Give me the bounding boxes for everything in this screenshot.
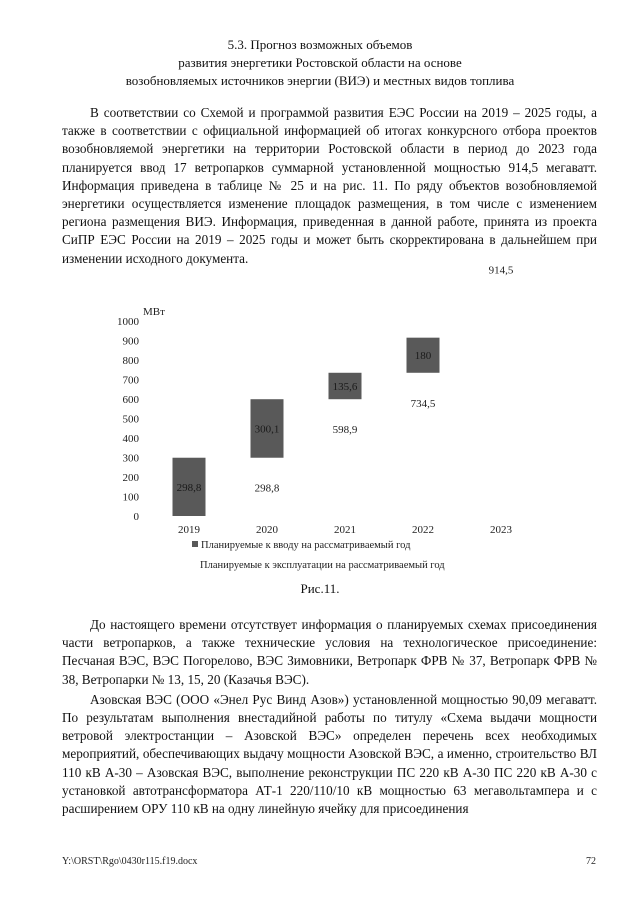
section-title-line: возобновляемых источников энергии (ВИЭ) и местных видов топлива: [125, 73, 515, 88]
legend-entry: Планируемые к эксплуатации на рассматриваемый год: [200, 560, 445, 571]
y-tick-label: 500: [122, 413, 139, 426]
paragraph-body: [62, 616, 597, 818]
y-tick-label: 400: [122, 433, 139, 445]
x-tick-label: 2023: [490, 524, 512, 536]
paragraph-text: До настоящего времени отсутствует информация о планируемых схемах присоединения части ветропарков, а также технические условия на технологическое присоединение: Песчаная ВЭС, ВЭС Погорелово, ВЭС Зимовники, Ветропарк ФРВ № 37, Ветропарк ФРВ № 38, Ветропарки № 13, 15, 20 (Казачья ВЭС).: [62, 617, 597, 687]
y-tick-label: 1000: [117, 316, 139, 328]
section-title-line: 5.3. Прогноз возможных объемов: [227, 37, 413, 52]
section-title: [60, 36, 580, 90]
footer-file-path: Y:\ORST\Rgo\0430r115.f19.docx: [62, 856, 198, 867]
figure-caption: Рис.11.: [300, 581, 340, 596]
paragraph-text: Азовская ВЭС (ООО «Энел Рус Винд Азов») установленной мощностью 90,09 мегаватт. По результатам выполнения внестадийной работы по титулу «Схема выдачи мощности ветровой электростанции – Азовской ВЭС» определен перечень всех необходимых мероприятий, обеспечивающих выдачу мощности Азовской ВЭС, а именно, строительство ВЛ 110 кВ А-30 – Азовская ВЭС, выполнение реконструкции ПС 220 кВ А-30 ПС 220 кВ А-30 с установкой автотрансформатора АТ-1 220/110/10 кВ мощностью 63 мегавольтампера и с расширением ОРУ 110 кВ на одну линейную ячейку для присоединения: [62, 691, 597, 817]
y-tick-label: 0: [133, 511, 139, 523]
x-tick-label: 2020: [256, 524, 278, 536]
cumulative-value-label: 598,9: [332, 424, 358, 437]
y-tick-label: 900: [122, 335, 139, 348]
y-tick-label: 800: [122, 355, 139, 367]
y-tick-label: 700: [122, 374, 139, 387]
y-tick-label: 200: [122, 472, 139, 484]
x-tick-label: 2022: [412, 524, 434, 536]
y-tick-label: 300: [122, 452, 139, 465]
x-tick-label: 2021: [334, 524, 356, 536]
increment-value-label: 180: [414, 350, 432, 363]
paragraph-intro: [62, 104, 597, 268]
legend-swatch: [192, 541, 198, 547]
footer-page-number: 72: [586, 856, 596, 867]
increment-value-label: 298,8: [176, 481, 202, 494]
wind-capacity-chart: [100, 264, 560, 580]
y-tick-label: 600: [122, 394, 139, 406]
cumulative-value-label: 734,5: [410, 397, 436, 410]
increment-value-label: 135,6: [332, 380, 358, 393]
cumulative-value-label: 914,5: [488, 264, 514, 277]
increment-value-label: 300,1: [254, 423, 280, 436]
chart-canvas: [100, 264, 560, 580]
y-tick-label: 100: [122, 491, 139, 504]
legend-entry: Планируемые к вводу на рассматриваемый год: [201, 540, 411, 551]
x-tick-label: 2019: [178, 524, 200, 536]
y-axis-label: МВт: [143, 306, 165, 318]
cumulative-value-label: 298,8: [254, 482, 280, 495]
section-title-line: развития энергетики Ростовской области на основе: [178, 55, 462, 70]
paragraph-text: В соответствии со Схемой и программой развития ЕЭС России на 2019 – 2025 годы, а также в соответствии с официальной информацией об итогах конкурсного отбора проектов возобновляемой энергетики на территории Ростовской области в период до 2023 года планируется ввод 17 ветропарков суммарной установленной мощностью 914,5 мегаватт. Информация приведена в таблице № 25 и на рис. 11. По ряду объектов возобновляемой энергетики осуществляется изменение площадок размещения, в том числе с изменением региона размещения ВИЭ. Информация, приведенная в данной работе, принята из проекта СиПР ЕЭС России на 2019 – 2025 годы и может быть скорректирована в дальнейшем при изменении исходного документа.: [62, 105, 597, 266]
